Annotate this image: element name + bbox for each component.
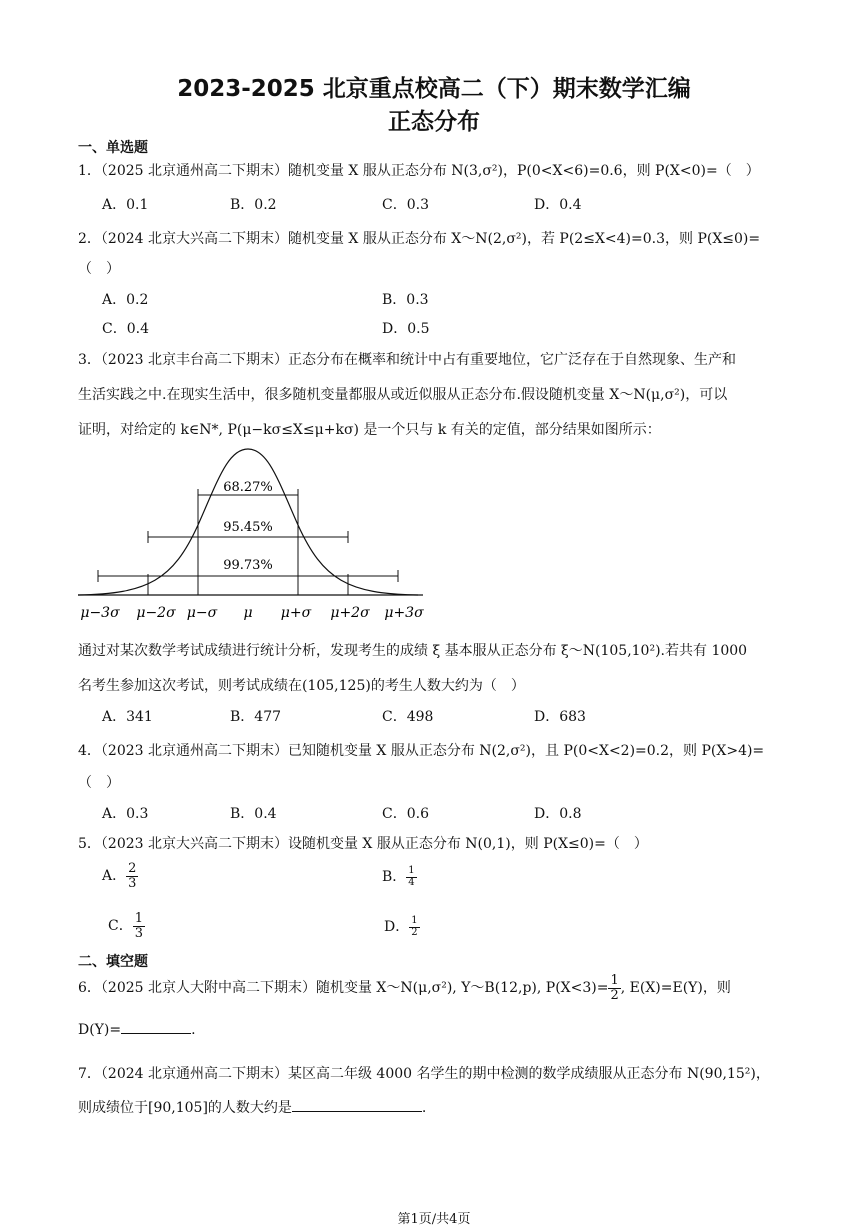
tick-mu: μ [243,605,253,621]
q5-option-b: B． $\frac{1}{4}$ [382,865,415,888]
q5-option-d: D． $\frac{1}{2}$ [384,915,418,938]
q3-option-b: B．477 [230,709,282,725]
question-1-text: 1．（2025 北京通州高二下期末）随机变量 X 服从正态分布 N(3,σ²)，P(0<X<6)=0.6，则 P(X<0)=（ ） [78,163,760,179]
answer-blank-q6[interactable] [121,1033,191,1034]
question-3-line-5: 名考生参加这次考试，则考试成绩在(105,125)的考生人数大约为（ ） [78,678,525,694]
answer-blank-q7[interactable] [292,1111,422,1112]
q3-option-d: D．683 [534,709,586,725]
q4-option-c: C．0.6 [382,806,429,822]
section-heading-single-choice: 一、单选题 [78,140,148,156]
question-2-paren: （ ） [78,261,120,277]
q1-option-c: C．0.3 [382,197,429,213]
question-3-line-1: 3．（2023 北京丰台高二下期末）正态分布在概率和统计中占有重要地位，它广泛存在于自然现象、生产和 [78,352,736,368]
tick-mu-plus-sigma: μ+σ [280,605,312,621]
normal-distribution-figure [78,445,438,625]
q4-option-d: D．0.8 [534,806,582,822]
page-subtitle: 正态分布 [388,109,480,135]
page-title: 2023-2025 北京重点校高二（下）期末数学汇编 [177,76,691,102]
tick-mu-minus-sigma: μ−σ [186,605,218,621]
q2-option-d: D．0.5 [382,321,430,337]
question-6-answer-line: D(Y)= . [78,1022,196,1038]
question-4-paren: （ ） [78,775,120,791]
q5-option-c: C． $\frac{1}{3}$ [108,911,143,941]
question-5-text: 5．（2023 北京大兴高二下期末）设随机变量 X 服从正态分布 N(0,1)，则 P(X≤0)=（ ） [78,836,648,852]
tick-mu-plus-2sigma: μ+2σ [330,605,370,621]
question-3-line-4: 通过对某次数学考试成绩进行统计分析，发现考生的成绩 ξ 基本服从正态分布 ξ～N(105,10²).若共有 1000 [78,643,748,659]
q1-option-a: A．0.1 [102,197,149,213]
q4-option-b: B．0.4 [230,806,277,822]
label-95: 95.45% [223,520,273,535]
section-heading-fill-blank: 二、填空题 [78,954,148,970]
question-7-line-2: 则成绩位于[90,105]的人数大约是 . [78,1100,427,1116]
q2-option-c: C．0.4 [102,321,149,337]
tick-mu-minus-3sigma: μ−3σ [80,605,120,621]
q2-option-a: A．0.2 [102,292,149,308]
tick-mu-minus-2sigma: μ−2σ [136,605,176,621]
question-6-text: 6．（2025 北京人大附中高二下期末）随机变量 X～N(μ,σ²), Y～B(12,p), P(X<3)= $\frac{1}{2}$ , E(X)=E(Y)，则 [78,973,731,1003]
q1-option-b: B．0.2 [230,197,277,213]
question-7-line-1: 7．（2024 北京通州高二下期末）某区高二年级 4000 名学生的期中检测的数学成绩服从正态分布 N(90,15²)， [78,1066,770,1082]
question-3-line-3: 证明，对给定的 k∈N*, P(μ−kσ≤X≤μ+kσ) 是一个只与 k 有关的定值，部分结果如图所示： [78,422,661,438]
q5-option-a: A． $\frac{2}{3}$ [102,861,137,891]
tick-mu-plus-3sigma: μ+3σ [384,605,424,621]
q3-option-c: C．498 [382,709,434,725]
q3-option-a: A．341 [102,709,153,725]
label-68: 68.27% [223,480,273,495]
label-99: 99.73% [223,558,273,573]
q4-option-a: A．0.3 [102,806,149,822]
question-4-text: 4．（2023 北京通州高二下期末）已知随机变量 X 服从正态分布 N(2,σ²)，且 P(0<X<2)=0.2，则 P(X>4)= [78,743,765,759]
q1-option-d: D．0.4 [534,197,582,213]
q2-option-b: B．0.3 [382,292,429,308]
question-2-text: 2．（2024 北京大兴高二下期末）随机变量 X 服从正态分布 X～N(2,σ²)，若 P(2≤X<4)=0.3，则 P(X≤0)= [78,231,761,247]
question-3-line-2: 生活实践之中.在现实生活中，很多随机变量都服从或近似服从正态分布.假设随机变量 X～N(μ,σ²)，可以 [78,387,728,403]
page-footer: 第1页/共4页 [397,1212,471,1227]
